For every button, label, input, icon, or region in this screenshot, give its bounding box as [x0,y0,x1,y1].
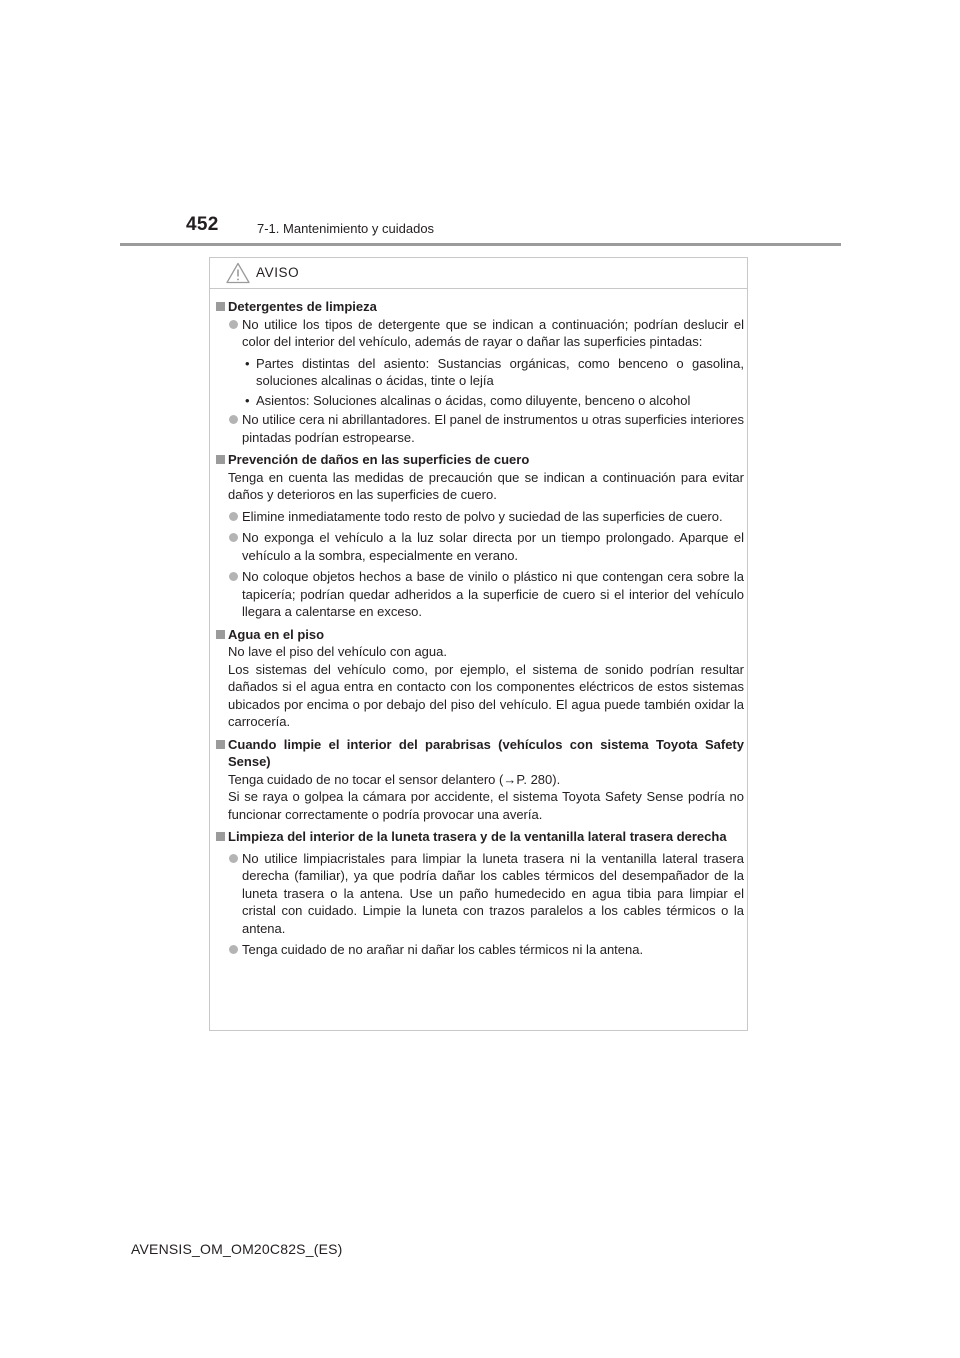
circle-bullet-icon [229,320,238,329]
section-title: 7-1. Mantenimiento y cuidados [257,221,435,236]
paragraph: Tenga cuidado de no tocar el sensor delantero (→P. 280). [228,771,561,787]
bullet-item: Elimine inmediatamente todo resto de polvo y suciedad de las superficies de cuero. [216,508,744,526]
square-bullet-icon [216,740,225,749]
bullet-item: No coloque objetos hechos a base de vinilo o plástico ni que contengan cera sobre la tapicería; podrían quedar adheridos a la superficie de cuero si el interior del vehículo llegara a calentarse en exceso. [216,568,744,621]
paragraph: No lave el piso del vehículo con agua. [228,644,447,659]
small-dot-icon: • [245,392,250,408]
section-water-floor [216,626,744,731]
square-bullet-icon [216,302,225,311]
warning-content [216,298,744,964]
section-heading: Agua en el piso [216,626,744,644]
section-leather [216,451,744,621]
circle-bullet-icon [229,945,238,954]
section-heading: Prevención de daños en las superficies de cuero [216,451,744,469]
circle-bullet-icon [229,572,238,581]
sub-item: • Asientos: Soluciones alcalinas o ácidas, como diluyente, benceno o alcohol [245,392,691,408]
bullet-item: No utilice los tipos de detergente que se indican a continuación; podrían deslucir el color del interior del vehículo, además de rayar o dañar las superficies pintadas: [216,316,744,351]
warning-triangle-icon [226,262,250,289]
section-heading: Limpieza del interior de la luneta trasera y de la ventanilla lateral trasera derecha [216,828,744,846]
bullet-item: No utilice cera ni abrillantadores. El panel de instrumentos u otras superficies interiores pintadas podrían estropearse. [216,411,744,446]
warning-label: AVISO [256,265,300,280]
section-windshield [216,736,744,824]
document-code: AVENSIS_OM_OM20C82S_(ES) [131,1241,343,1257]
bullet-item: Tenga cuidado de no arañar ni dañar los cables térmicos ni la antena. [216,941,744,959]
section-heading: Cuando limpie el interior del parabrisas (vehículos con sistema Toyota Safety Sense) [216,736,744,771]
paragraph: Los sistemas del vehículo como, por ejemplo, el sistema de sonido podrían resultar dañados si el agua entra en contacto con los componentes eléctricos de estos sistemas ubicados por encima o por debajo del piso del vehículo. El agua puede también oxidar la carrocería. [228,661,744,729]
square-bullet-icon [216,832,225,841]
warning-box [209,257,748,1031]
square-bullet-icon [216,630,225,639]
sub-item: • Partes distintas del asiento: Sustancias orgánicas, como benceno o gasolina, soluciones alcalinas o ácidas, tinte o lejía [245,355,744,388]
circle-bullet-icon [229,533,238,542]
section-rear-window [216,828,744,959]
circle-bullet-icon [229,512,238,521]
bullet-item: No exponga el vehículo a la luz solar directa por un tiempo prolongado. Aparque el vehículo a la sombra, especialmente en verano. [216,529,744,564]
circle-bullet-icon [229,854,238,863]
header-rule [120,243,841,246]
section-heading: Detergentes de limpieza [216,298,744,316]
warning-header [210,258,747,289]
square-bullet-icon [216,455,225,464]
page-number: 452 [186,214,219,235]
circle-bullet-icon [229,415,238,424]
paragraph: Tenga en cuenta las medidas de precaución que se indican a continuación para evitar daños y deterioros en las superficies de cuero. [228,469,744,502]
small-dot-icon: • [245,355,250,371]
section-detergents [216,298,744,446]
bullet-item: No utilice limpiacristales para limpiar la luneta trasera ni la ventanilla lateral trasera derecha (familiar), ya que podría dañar los cables térmicos del desempañador de la luneta trasera o la antena. Use un paño humedecido en agua tibia para limpiar el cristal con cuidado. Limpie la luneta con trazos paralelos a los cables térmicos o la antena. [216,850,744,938]
paragraph: Si se raya o golpea la cámara por accidente, el sistema Toyota Safety Sense podría no funcionar correctamente o podría provocar una avería. [228,789,744,822]
